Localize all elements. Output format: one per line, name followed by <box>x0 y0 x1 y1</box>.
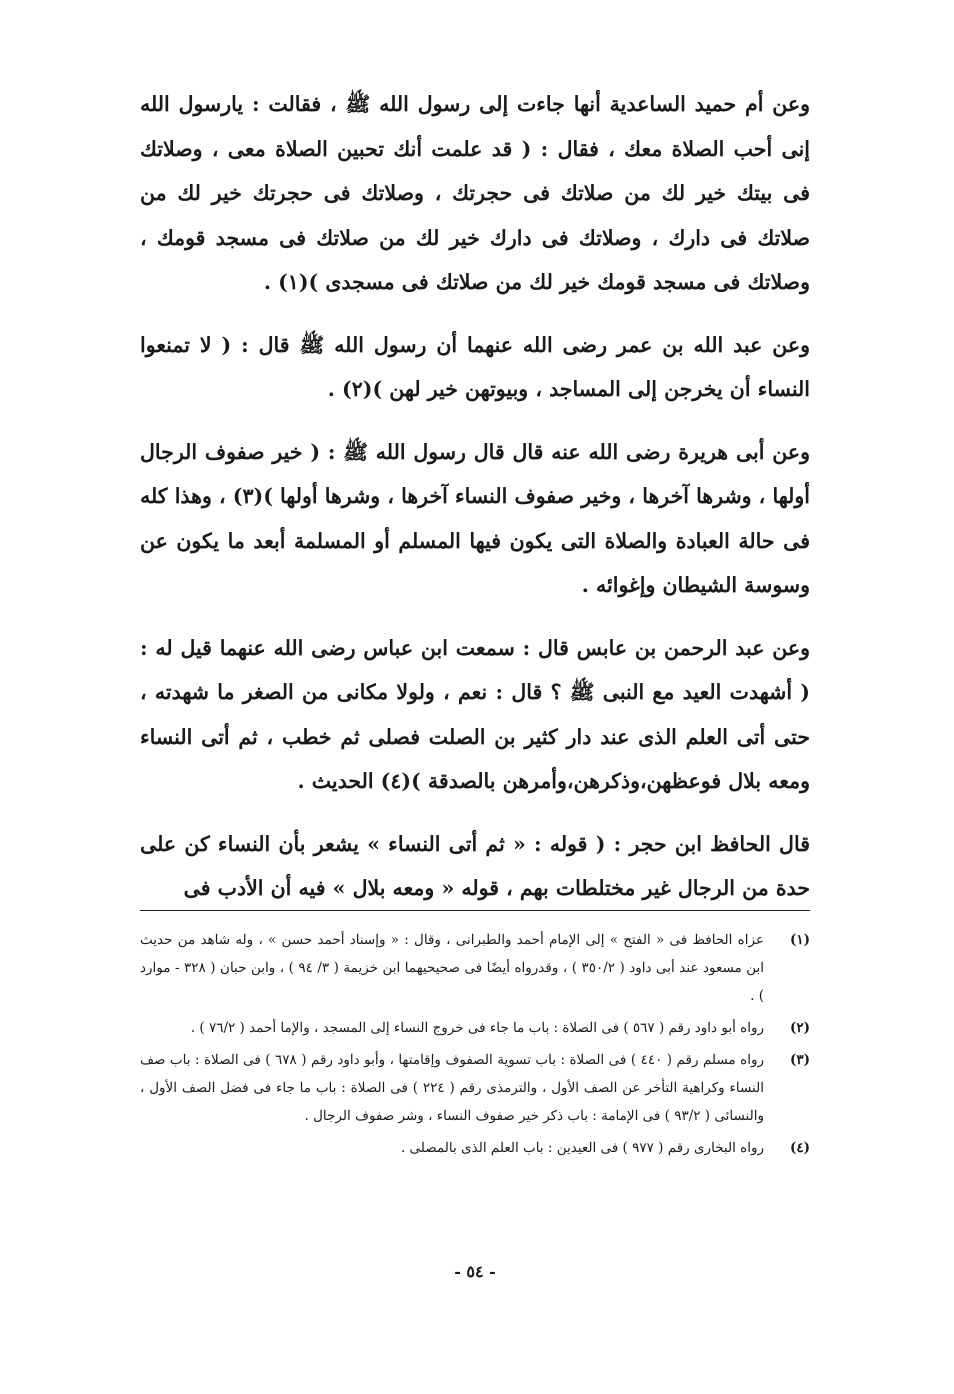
footnote-number: (٢) <box>789 1020 810 1036</box>
footnote-4 <box>140 1134 810 1162</box>
footnote-text: رواه البخارى رقم ( ٩٧٧ ) فى العيدين : باب العلم الذى بالمصلى . <box>400 1140 764 1156</box>
paragraph-2: وعن عبد الله بن عمر رضى الله عنهما أن رسول الله ﷺ قال : ( لا تمنعوا النساء أن يخرجن إلى المساجد ، وبيوتهن خير لهن )(٢) . <box>140 332 810 401</box>
page-number: - ٥٤ - <box>454 1262 496 1281</box>
paragraph-3: وعن أبى هريرة رضى الله عنه قال قال رسول الله ﷺ : ( خير صفوف الرجال أولها ، وشرها آخرها ، وخير صفوف النساء آخرها ، وشرها أولها )(٣) ، وهذا كله فى حالة العبادة والصلاة التى يكون فيها المسلم أو المسلمة أبعد ما يكون عن وسوسة الشيطان وإغوائه . <box>140 439 810 597</box>
footnote-2 <box>140 1014 810 1042</box>
main-text <box>140 82 810 929</box>
footnote-number: (٣) <box>789 1052 810 1068</box>
paragraph-4: وعن عبد الرحمن بن عابس قال : سمعت ابن عباس رضى الله عنهما قيل له : ( أشهدت العيد مع النبى ﷺ ؟ قال : نعم ، ولولا مكانى من الصغر ما شهدته ، حتى أتى العلم الذى عند دار كثير بن الصلت فصلى ثم خطب ، ثم أتى النساء ومعه بلال فوعظهن،وذكرهن،وأمرهن بالصدقة )(٤) الحديث . <box>140 635 810 793</box>
footnote-3 <box>140 1046 810 1130</box>
footnote-text: رواه مسلم رقم ( ٤٤٠ ) فى الصلاة : باب تسوية الصفوف وإقامتها ، وأبو داود رقم ( ٦٧٨ ) فى الصلاة : باب صف النساء وكراهية التأخر عن الصف الأول ، والترمذى رقم ( ٢٢٤ ) فى الصلاة : باب ما جاء فى فضل الصف الأول ، والنسائى ( ٩٣/٢ ) فى الإمامة : باب ذكر خير صفوف النساء ، وشر صفوف الرجال . <box>140 1052 764 1124</box>
footnote-text: رواه أبو داود رقم ( ٥٦٧ ) فى الصلاة : باب ما جاء فى خروج النساء إلى المسجد ، والإما أحمد ( ٧٦/٢ ) . <box>190 1020 764 1036</box>
footnote-1 <box>140 926 810 1010</box>
paragraph-1: وعن أم حميد الساعدية أنها جاءت إلى رسول الله ﷺ ، فقالت : يارسول الله إنى أحب الصلاة معك ، فقال : ( قد علمت أنك تحبين الصلاة معى ، وصلاتك فى بيتك خير لك من صلاتك فى حجرتك ، وصلاتك فى حجرتك خير لك من صلاتك فى دارك ، وصلاتك فى دارك خير لك من صلاتك فى مسجد قومك ، وصلاتك فى مسجد قومك خير لك من صلاتك فى مسجدى )(١) . <box>140 92 810 294</box>
footnote-divider <box>140 910 810 911</box>
footnote-number: (١) <box>789 932 810 948</box>
paragraph-5: قال الحافظ ابن حجر : ( قوله : « ثم أتى النساء » يشعر بأن النساء كن على حدة من الرجال غير مختلطات بهم ، قوله « ومعه بلال » فيه أن الأدب فى <box>140 831 810 900</box>
book-page <box>140 0 810 1394</box>
footnotes <box>140 926 810 1166</box>
footnote-number: (٤) <box>789 1140 810 1156</box>
footnote-text: عزاه الحافظ فى « الفتح » إلى الإمام أحمد والطبرانى ، وقال : « وإسناد أحمد حسن » ، وله شاهد من حديث ابن مسعود عند أبى داود ( ٣٥٠/٢ ) ، وقدرواه أيضًا فى صحيحيهما ابن خزيمة ( ٣/ ٩٤ ) ، وابن حبان ( ٣٢٨ - موارد ) . <box>140 932 765 1004</box>
